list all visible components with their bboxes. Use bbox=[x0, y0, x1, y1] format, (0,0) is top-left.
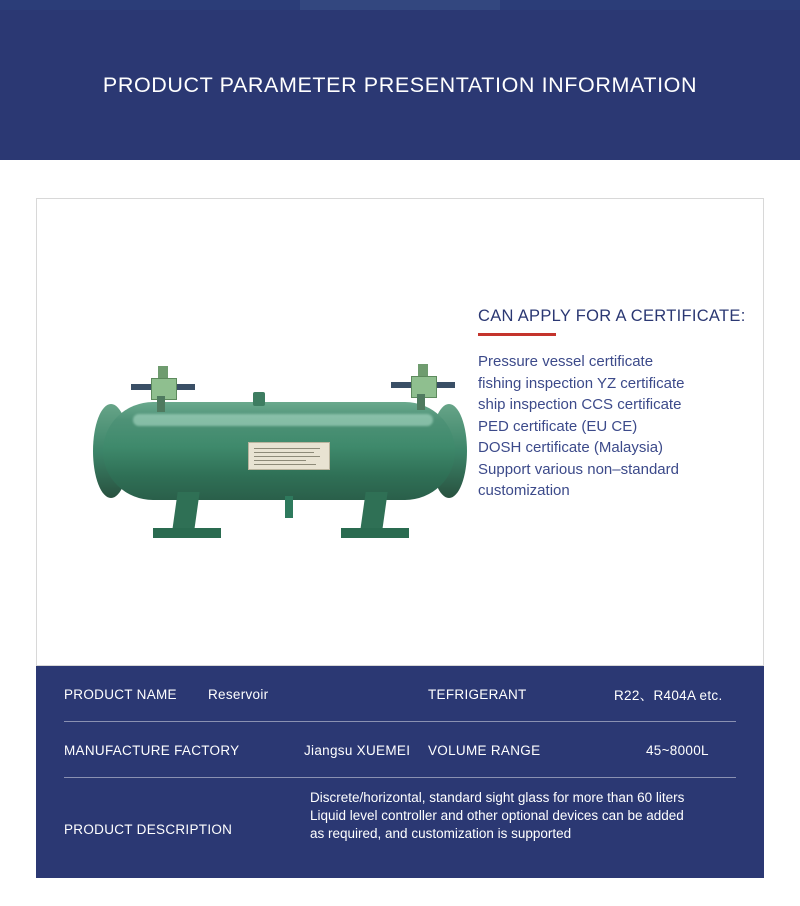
spec-label-product-description: PRODUCT DESCRIPTION bbox=[64, 822, 233, 837]
list-item: ship inspection CCS certificate bbox=[478, 396, 682, 413]
spec-value-product-name: Reservoir bbox=[208, 686, 269, 702]
description-line: Discrete/horizontal, standard sight glass for more than 60 liters bbox=[310, 790, 685, 805]
list-item: Support various non–standard bbox=[478, 460, 679, 478]
spec-label-product-name: PRODUCT NAME bbox=[64, 686, 177, 702]
list-item: PED certificate (EU CE) bbox=[478, 417, 638, 435]
description-line: Liquid level controller and other optional devices can be added bbox=[310, 808, 684, 823]
list-item: Pressure vessel certificate bbox=[478, 353, 654, 370]
tank-top-port bbox=[253, 392, 265, 406]
list-item: customization bbox=[478, 482, 570, 499]
spec-value-product-description bbox=[310, 789, 740, 843]
page-title: PRODUCT PARAMETER PRESENTATION INFORMATION bbox=[102, 72, 698, 97]
spec-value-refrigerant: R22、R404A etc. bbox=[614, 688, 723, 703]
table-row bbox=[36, 666, 764, 722]
list-item: DOSH certificate (Malaysia) bbox=[478, 439, 664, 456]
spec-label-volume-range: VOLUME RANGE bbox=[428, 742, 541, 758]
table-row bbox=[36, 778, 764, 878]
table-row bbox=[36, 722, 764, 778]
valve-right-icon bbox=[393, 372, 453, 406]
bottom-padding bbox=[0, 878, 800, 906]
spec-value-manufacture-factory: Jiangsu XUEMEI bbox=[304, 742, 411, 758]
spec-label-refrigerant: TEFRIGERANT bbox=[428, 686, 527, 702]
certificate-block bbox=[478, 307, 758, 502]
page-banner bbox=[0, 10, 800, 160]
spec-value-volume-range: 45~8000L bbox=[646, 742, 709, 758]
tank-drain bbox=[285, 496, 293, 518]
certificate-list bbox=[478, 351, 758, 502]
tank-nameplate bbox=[248, 442, 330, 470]
top-strip bbox=[0, 0, 800, 10]
tank-leg-right bbox=[341, 492, 409, 538]
spec-label-manufacture-factory: MANUFACTURE FACTORY bbox=[64, 742, 240, 758]
product-card bbox=[36, 198, 764, 666]
list-item: fishing inspection YZ certificate bbox=[478, 374, 685, 392]
certificate-heading: CAN APPLY FOR A CERTIFICATE: bbox=[478, 307, 746, 325]
spec-table bbox=[36, 666, 764, 878]
tank-highlight bbox=[133, 414, 433, 426]
top-strip-inner bbox=[300, 0, 500, 10]
product-image bbox=[63, 344, 483, 574]
valve-left-icon bbox=[133, 374, 193, 408]
certificate-underline bbox=[478, 333, 556, 336]
description-line: as required, and customization is supported bbox=[310, 826, 572, 841]
tank-leg-left bbox=[153, 492, 221, 538]
